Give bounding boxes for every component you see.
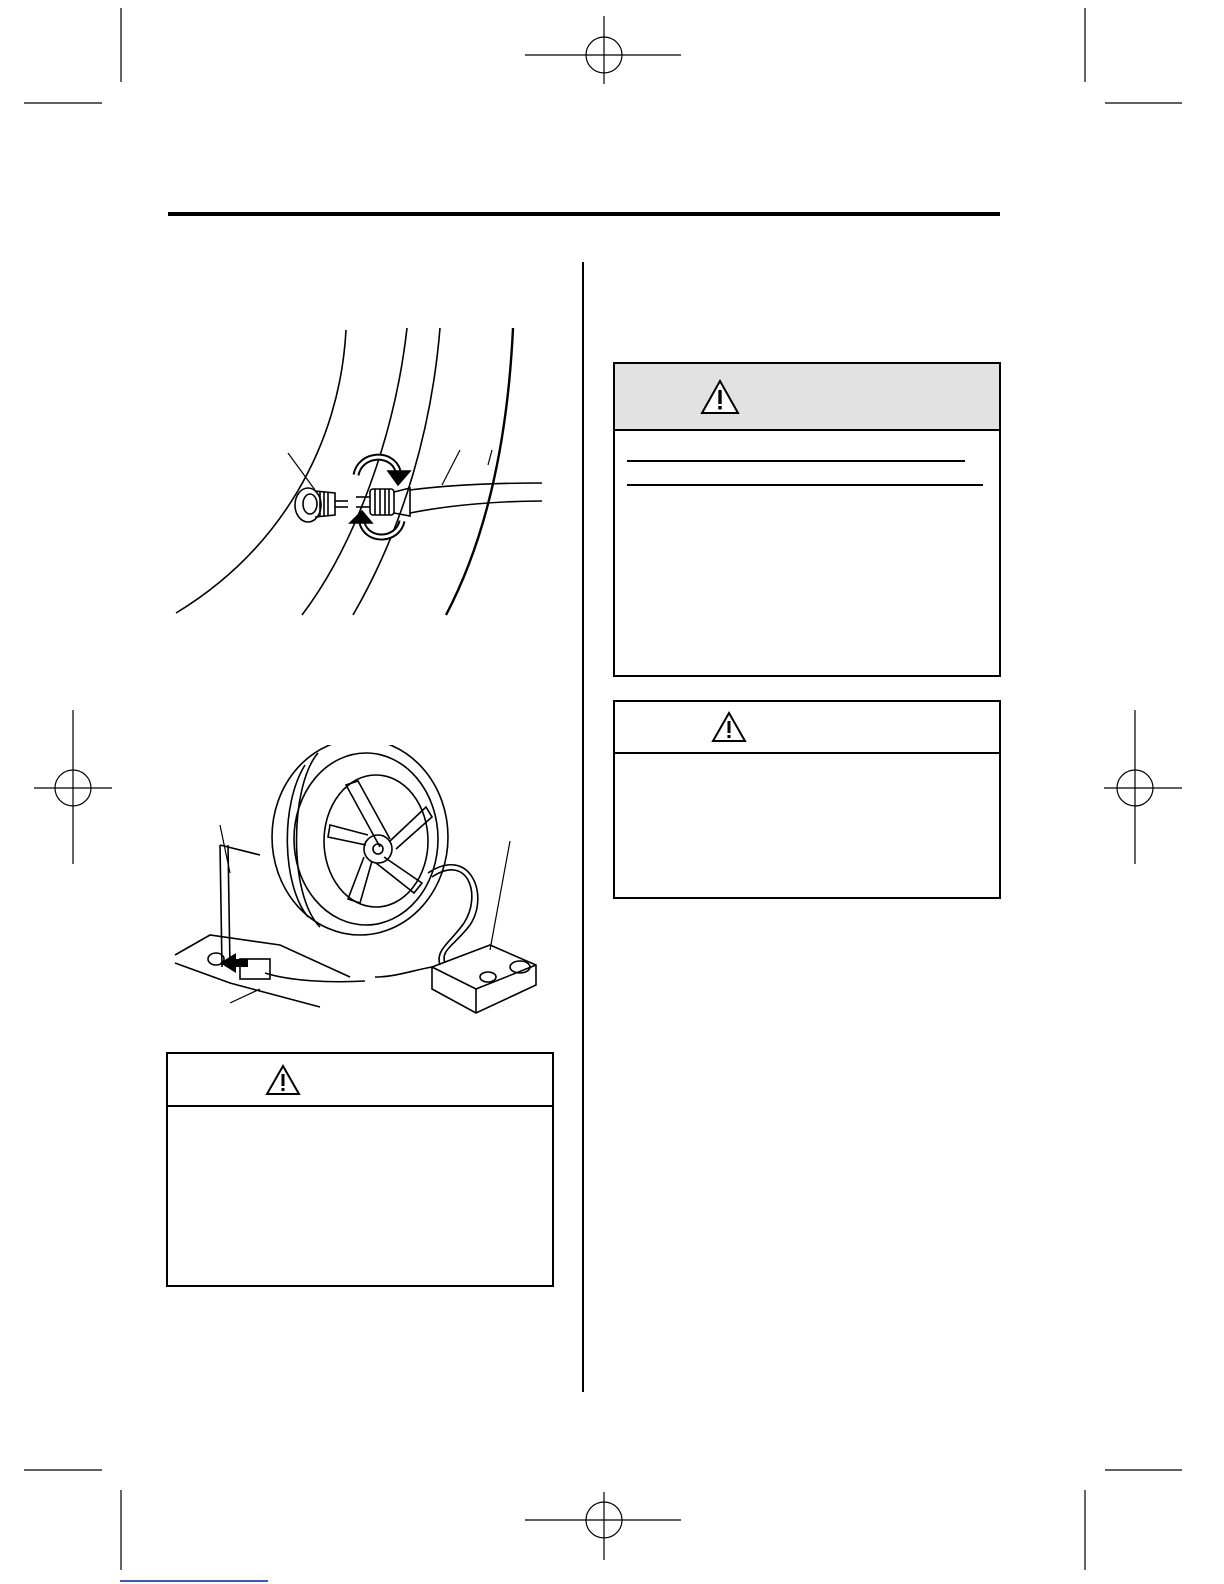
tire-valve-hose-illustration — [170, 325, 550, 620]
column-divider — [582, 262, 584, 1392]
warning-triangle-icon — [700, 379, 740, 415]
text-underline — [627, 484, 983, 486]
right-warning-box-small — [613, 700, 1001, 899]
header-rule — [168, 212, 1000, 216]
warning-triangle-icon — [265, 1064, 301, 1096]
footer-accent-bar — [120, 1580, 268, 1582]
right-warning-box-large — [613, 362, 1001, 677]
warning-header — [615, 702, 999, 754]
warning-body — [615, 501, 999, 525]
warning-header — [168, 1054, 552, 1107]
warning-body — [168, 1107, 552, 1131]
warning-header — [615, 364, 999, 431]
valve-hose-figure — [170, 325, 550, 620]
compressor-figure — [170, 745, 550, 1025]
text-underline — [627, 460, 965, 462]
tire-compressor-connection-illustration — [170, 745, 550, 1025]
warning-triangle-icon — [711, 711, 747, 743]
left-warning-box — [166, 1052, 554, 1287]
warning-body — [615, 754, 999, 778]
